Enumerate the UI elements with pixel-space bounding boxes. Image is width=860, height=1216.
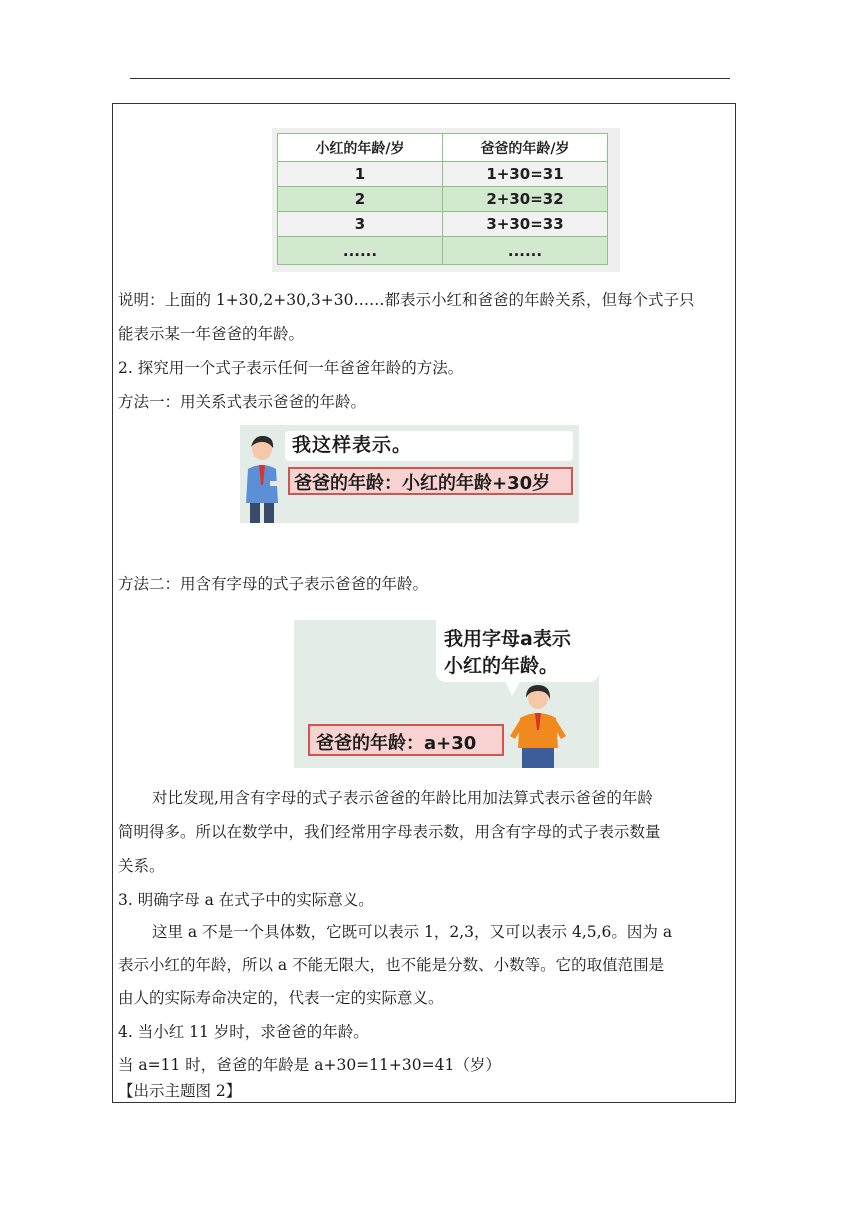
step-heading: 4. 当小红 11 岁时，求爸爸的年龄。 bbox=[118, 1023, 369, 1041]
table-cell: 2 bbox=[278, 187, 443, 212]
table-header-cell: 爸爸的年龄/岁 bbox=[443, 134, 608, 162]
age-table-figure bbox=[272, 128, 620, 272]
table-row bbox=[278, 187, 608, 212]
paragraph-line: 关系。 bbox=[118, 857, 165, 875]
table-cell: 1+30=31 bbox=[443, 162, 608, 187]
note-line: 说明：上面的 1+30,2+30,3+30……都表示小红和爸爸的年龄关系，但每个式子只 bbox=[118, 291, 695, 309]
age-table bbox=[277, 133, 608, 265]
formula-text: 爸爸的年龄：小红的年龄+30岁 bbox=[294, 473, 551, 494]
method-heading: 方法二：用含有字母的式子表示爸爸的年龄。 bbox=[118, 575, 429, 593]
illustration-letter bbox=[294, 620, 599, 768]
note-line: 能表示某一年爸爸的年龄。 bbox=[118, 325, 305, 343]
step-heading: 3. 明确字母 a 在式子中的实际意义。 bbox=[118, 891, 374, 909]
paragraph-line: 表示小红的年龄，所以 a 不能无限大，也不能是分数、小数等。它的取值范围是 bbox=[118, 956, 665, 974]
method-heading: 方法一：用关系式表示爸爸的年龄。 bbox=[118, 393, 367, 411]
table-header-cell: 小红的年龄/岁 bbox=[278, 134, 443, 162]
bubble-text: 小红的年龄。 bbox=[444, 655, 559, 677]
table-row bbox=[278, 237, 608, 265]
boy-figure bbox=[242, 433, 286, 523]
table-cell: ...... bbox=[443, 237, 608, 265]
bubble-text: 我用字母a表示 bbox=[444, 628, 571, 650]
table-cell: 3 bbox=[278, 212, 443, 237]
paragraph-line: 这里 a 不是一个具体数，它既可以表示 1，2,3，又可以表示 4,5,6。因为 a bbox=[152, 923, 673, 941]
speech-text: 我这样表示。 bbox=[292, 434, 413, 456]
step-heading: 2. 探究用一个式子表示任何一年爸爸年龄的方法。 bbox=[118, 359, 464, 377]
paragraph-line: 由人的实际寿命决定的，代表一定的实际意义。 bbox=[118, 989, 444, 1007]
table-row bbox=[278, 212, 608, 237]
formula-text: 爸爸的年龄：a+30 bbox=[316, 733, 477, 754]
table-cell: 3+30=33 bbox=[443, 212, 608, 237]
girl-figure bbox=[508, 682, 568, 768]
answer-line: 当 a=11 时，爸爸的年龄是 a+30=11+30=41（岁） bbox=[118, 1056, 501, 1074]
table-cell: 2+30=32 bbox=[443, 187, 608, 212]
paragraph-line: 对比发现,用含有字母的式子表示爸爸的年龄比用加法算式表示爸爸的年龄 bbox=[152, 789, 653, 807]
table-cell: ...... bbox=[278, 237, 443, 265]
show-theme-label: 【出示主题图 2】 bbox=[118, 1082, 242, 1100]
table-row bbox=[278, 162, 608, 187]
header-rule bbox=[130, 78, 730, 79]
table-cell: 1 bbox=[278, 162, 443, 187]
table-header-row bbox=[278, 134, 608, 162]
paragraph-line: 简明得多。所以在数学中，我们经常用字母表示数，用含有字母的式子表示数量 bbox=[118, 823, 661, 841]
illustration-relation bbox=[240, 425, 579, 523]
